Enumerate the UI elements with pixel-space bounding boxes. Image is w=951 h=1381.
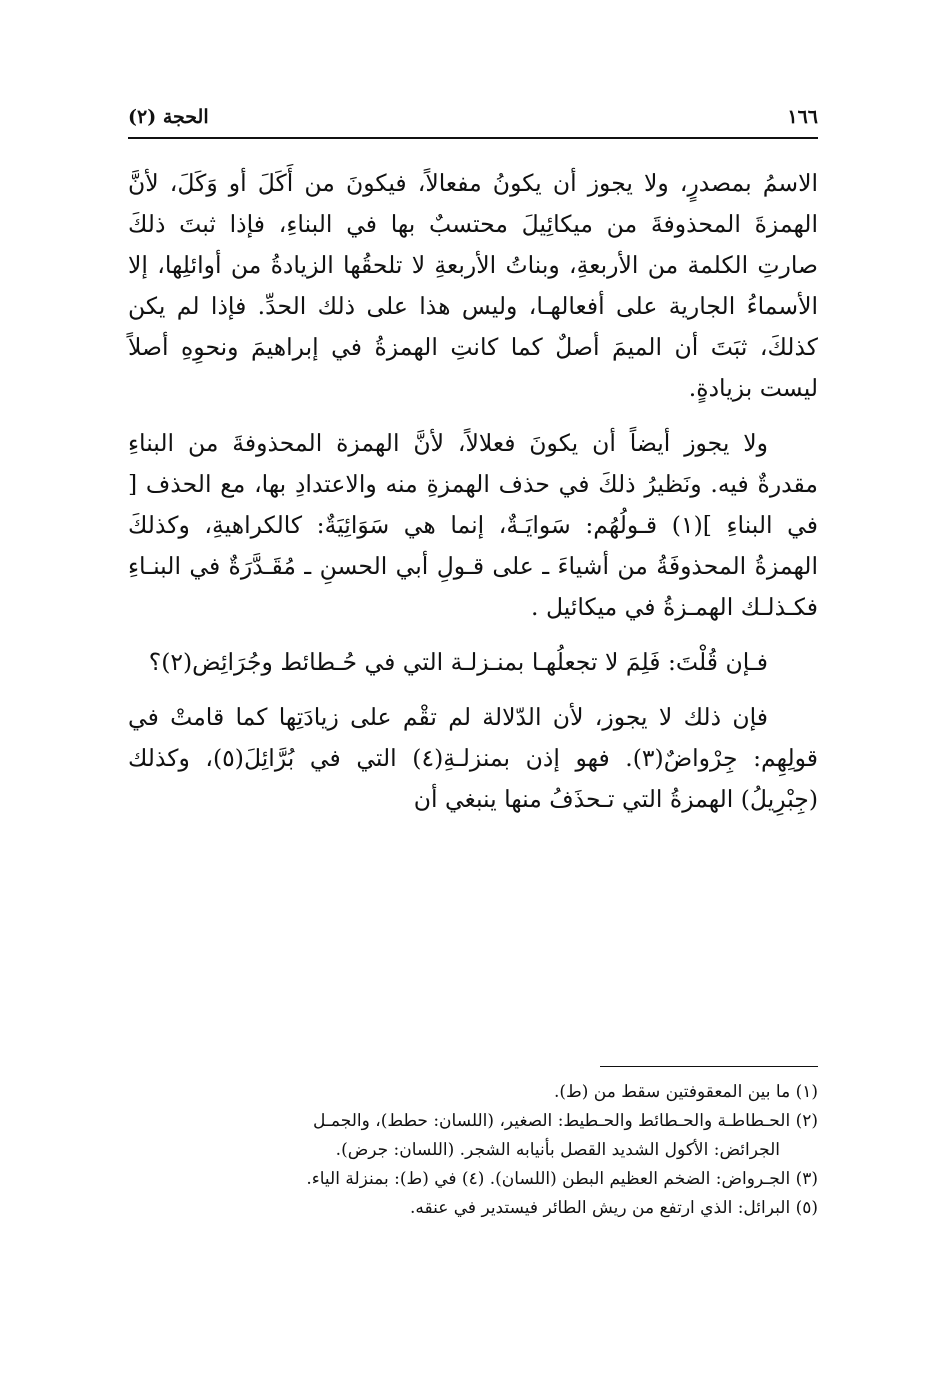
footnote-continuation: الجرائض: الأكول الشديد القصل بأنيابه الشجر. (اللسان: جرض). [335,1140,780,1160]
paragraph: فإن ذلك لا يجوز، لأن الدّلالة لم تقْم على زيادَتِها كما قامتْ في قولِهِم: جِرْواضٌ(٣). فهو إذن بمنزلـةِ(٤) التي في بُرَّائِلَ(٥)، وكذلك (جِبْرِيلُ) الهمزةُ التي تـحذَفُ منها ينبغي أن [128,703,819,813]
header-divider [128,137,818,139]
running-title: الحجة (٢) [128,106,209,128]
paragraph: الاسمُ بمصدرٍ، ولا يجوز أن يكونُ مفعالاً، فيكونَ من أَكَلَ أو وَكَلَ، لأنَّ الهمزةَ المحذوفةَ من ميكائِيلَ محتسبٌ بها في البناءِ، فإذا ثبتَ ذلكَ صارتِ الكلمة من الأربعةِ، وبناتُ الأربعةِ لا تلحقُها الزيادةُ من أوائلِها، إلا الأسماءُ الجارية على أفعالهـا، وليس هذا على ذلك الحدِّ. فإذا لم يكن كذلكَ، ثبَتَ أن الميمَ أصلٌ كما كانتِ الهمزةُ في إبراهيمَ ونحوِهِ أصلاً ليست بزيادةٍ. [128,169,818,402]
paragraph: ولا يجوز أيضاً أن يكونَ فعلالاً، لأنَّ الهمزة المحذوفةَ من البناءِ مقدرةٌ فيه. ونَظيرُ ذلكَ في حذف الهمزةِ منه والاعتدادِ بها، مع الحذف [ في البناءِ ](١) قـولُهُم: سَوايَـةٌ، إنما هي سَوَائِيَةٌ: كالكراهيةِ، وكذلكَ الهمزةُ المحذوفَةُ من أشياءَ ـ على قـولِ أبي الحسنِ ـ مُقَـدَّرَةٌ في البنـاءِ فكـذلـك الهمـزةُ في ميكائيل . [128,429,818,621]
page-header [128,104,818,130]
main-text [128,163,818,834]
footnote: (٥) البرائل: الذي ارتفع من ريش الطائر فيستدير في عنقه. [409,1198,818,1218]
paragraph: فـإن قُلْتَ: فَلِمَ لا تجعلُهـا بمنـزلـة التي في حُـطائط وجُرَائِض(٢)؟ [148,648,768,676]
footnote: (٣) الجـرواض: الضخم العظيم البطن (اللسان). (٤) في (ط): بمنزلة الياء. [306,1169,818,1189]
footnote-divider [600,1066,818,1067]
footnotes [128,1078,818,1223]
footnote: (١) ما بين المعقوفتين سقط من (ط). [554,1082,818,1102]
page-number: ١٦٦ [787,106,818,128]
footnote: (٢) الحـطاطـة والحـطائط والحـطيط: الصغير، (اللسان: حطط)، والجمـل [313,1111,818,1131]
